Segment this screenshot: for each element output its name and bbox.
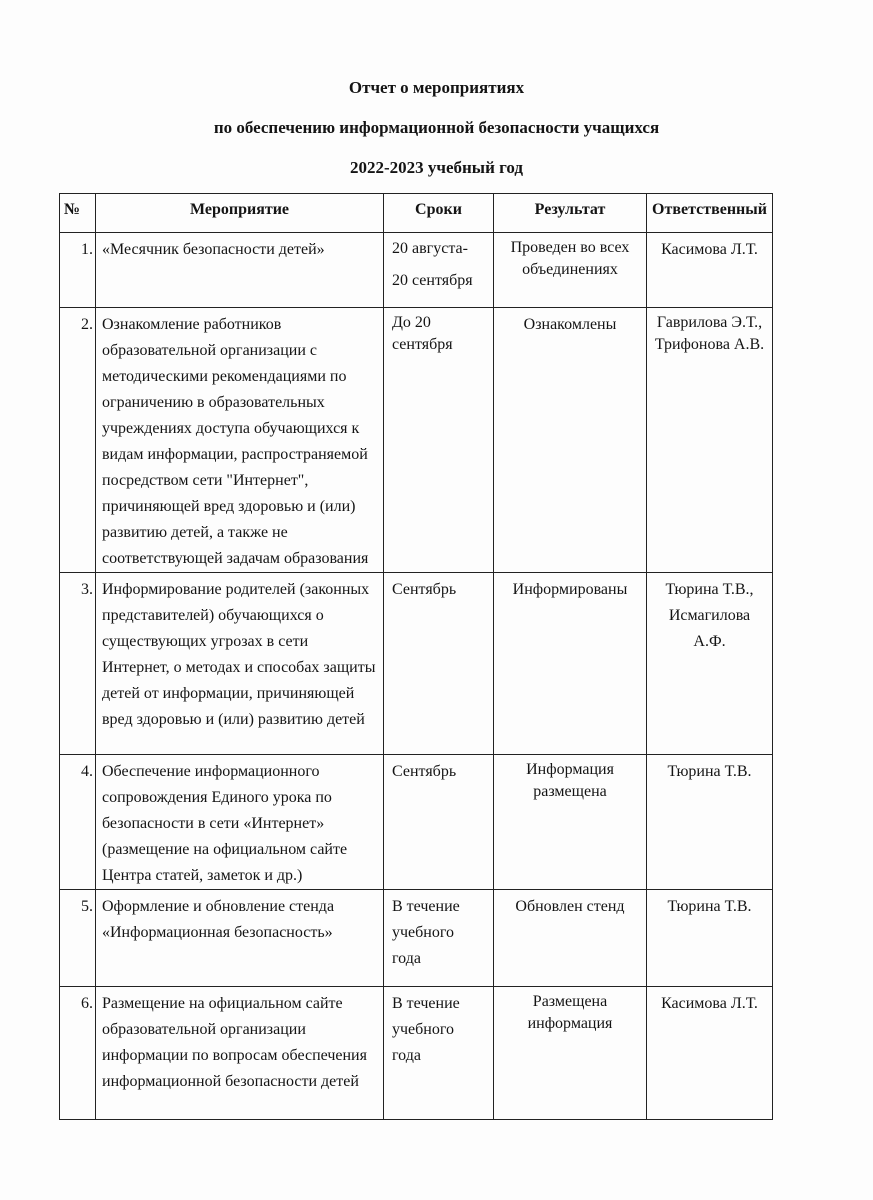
- row-dates: Сентябрь: [384, 755, 494, 890]
- events-table: [59, 193, 773, 1120]
- row-event: Обеспечение информационного сопровождения Единого урока по безопасности в сети «Интернет» (размещение на официальном сайте Центра статей, заметок и др.): [96, 755, 384, 890]
- row-num: 5.: [60, 890, 96, 987]
- row-responsible: Тюрина Т.В.: [647, 755, 773, 890]
- row-dates: В течение учебного года: [384, 987, 494, 1120]
- report-subtitle: по обеспечению информационной безопасности учащихся: [213, 118, 660, 137]
- row-responsible: Тюрина Т.В.: [647, 890, 773, 987]
- table-row: [60, 308, 773, 573]
- row-event: Ознакомление работников образовательной организации с методическими рекомендациями по ограничению в образовательных учреждениях доступа обучающихся к видам информации, распространяемой посредством сети "Интернет", причиняющей вред здоровью и (или) развитию детей, а также не соответствующей задачам образования: [96, 308, 384, 573]
- row-result: Проведен во всех объединениях: [494, 233, 647, 308]
- header-event: Мероприятие: [96, 194, 384, 233]
- table-header-row: [60, 194, 773, 233]
- row-responsible: Гаврилова Э.Т., Трифонова А.В.: [647, 308, 773, 573]
- row-event: Размещение на официальном сайте образовательной организации информации по вопросам обеспечения информационной безопасности детей: [96, 987, 384, 1120]
- header-result: Результат: [494, 194, 647, 233]
- row-event: Оформление и обновление стенда «Информационная безопасность»: [96, 890, 384, 987]
- school-year: 2022-2023 учебный год: [349, 158, 524, 177]
- table-row: [60, 755, 773, 890]
- header-num: №: [60, 194, 96, 233]
- row-dates: До 20 сентября: [384, 308, 494, 573]
- row-result: Обновлен стенд: [494, 890, 647, 987]
- row-dates: Сентябрь: [384, 573, 494, 755]
- table-row: [60, 890, 773, 987]
- table-row: [60, 573, 773, 755]
- row-num: 3.: [60, 573, 96, 755]
- row-num: 2.: [60, 308, 96, 573]
- row-num: 4.: [60, 755, 96, 890]
- row-event: Информирование родителей (законных представителей) обучающихся о существующих угрозах в сети Интернет, о методах и способах защиты детей от информации, причиняющей вред здоровью и (или) развитию детей: [96, 573, 384, 755]
- date-end: 20 сентября: [392, 272, 473, 289]
- row-result: Информированы: [494, 573, 647, 755]
- header-dates: Сроки: [384, 194, 494, 233]
- report-title: Отчет о мероприятиях: [348, 78, 525, 97]
- row-num: 6.: [60, 987, 96, 1120]
- row-event: «Месячник безопасности детей»: [96, 233, 384, 308]
- row-num: 1.: [60, 233, 96, 308]
- table-row: [60, 987, 773, 1120]
- header-responsible: Ответственный: [647, 194, 773, 233]
- row-result: Размещена информация: [494, 987, 647, 1120]
- row-responsible: Касимова Л.Т.: [647, 233, 773, 308]
- row-responsible: Тюрина Т.В., Исмагилова А.Ф.: [647, 573, 773, 755]
- table-row: [60, 233, 773, 308]
- row-responsible: Касимова Л.Т.: [647, 987, 773, 1120]
- date-start: 20 августа-: [392, 240, 468, 257]
- row-result: Ознакомлены: [494, 308, 647, 573]
- row-dates: [384, 233, 494, 308]
- row-dates: В течение учебного года: [384, 890, 494, 987]
- row-result: Информация размещена: [494, 755, 647, 890]
